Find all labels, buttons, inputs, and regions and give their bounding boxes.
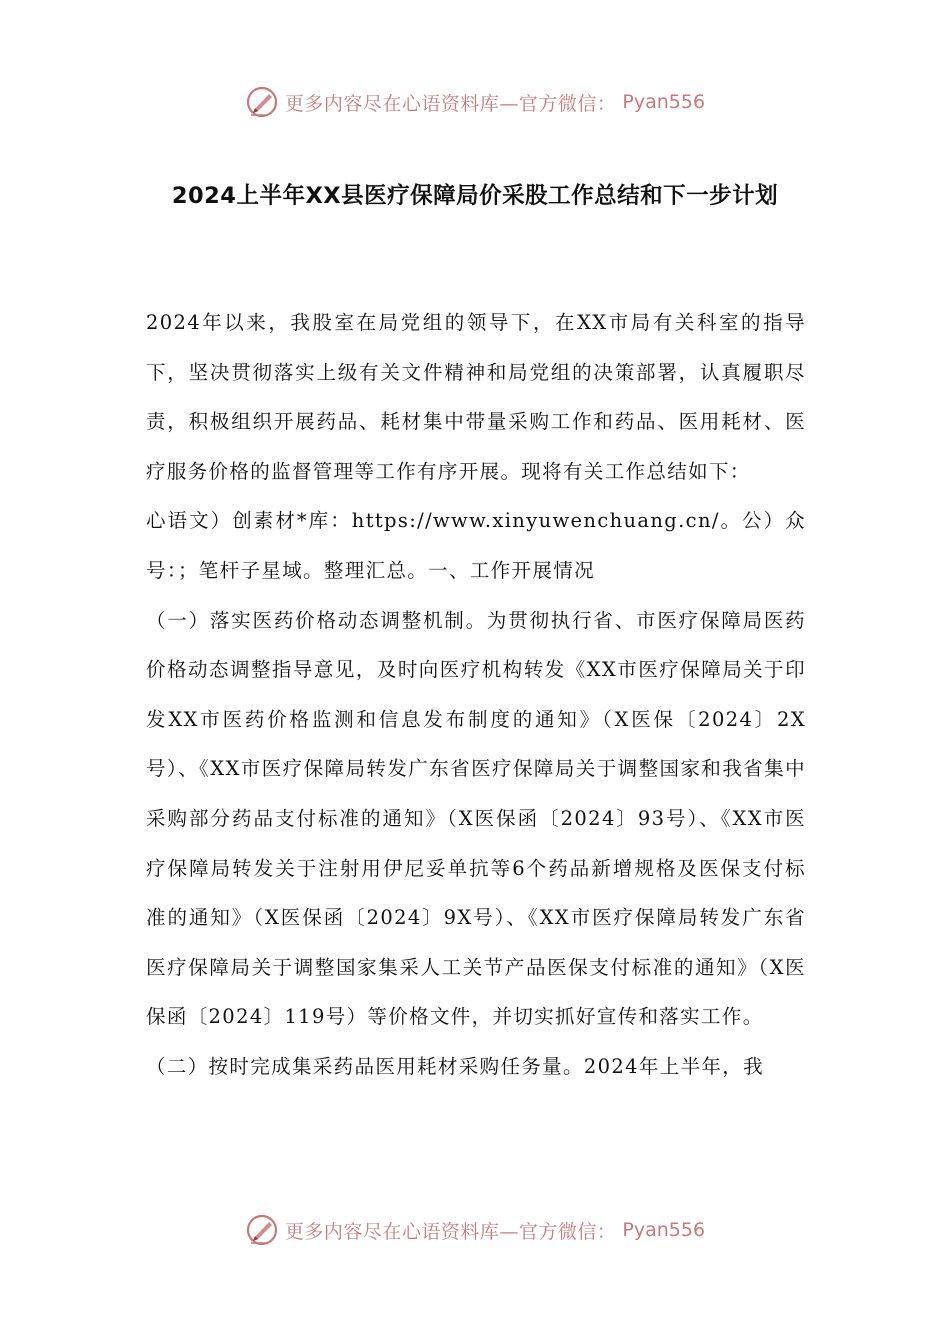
quill-pen-logo-icon [245,1213,279,1247]
paragraph-item-2: （二）按时完成集采药品医用耗材采购任务量。2024年上半年，我 [146,1054,764,1078]
paragraph-intro: 2024年以来，我股室在局党组的领导下，在XX市局有关科室的指导下，坚决贯彻落实上级有关文件精神和局党组的决策部署，认真履职尽责，积极组织开展药品、耗材集中带量采购工作和药品、医用耗材、医疗服务价格的监督管理等工作有序开展。现将有关工作总结如下： [146,311,806,483]
watermark-banner-bottom [0,1210,950,1250]
watermark-wechat-id: Pyan556 [622,1219,706,1241]
document-body [146,298,806,1092]
watermark-text: 更多内容尽在心语资料库—官方微信： [284,1220,617,1243]
document-title: 2024上半年XX县医疗保障局价采股工作总结和下一步计划 [171,183,779,209]
paragraph-item-1: （一）落实医药价格动态调整机制。为贯彻执行省、市医疗保障局医药价格动态调整指导意见，及时向医疗机构转发《XX市医疗保障局关于印发XX市医药价格监测和信息发布制度的通知》（X医保〔2024〕2X号）、《XX市医疗保障局转发广东省医疗保障局关于调整国家和我省集中采购部分药品支付标准的通知》（X医保函〔2024〕93号）、《XX市医疗保障局转发关于注射用伊尼妥单抗等6个药品新增规格及医保支付标准的通知》（X医保函〔2024〕9X号）、《XX市医疗保障局转发广东省医疗保障局关于调整国家集采人工关节产品医保支付标准的通知》（X医保函〔2024〕119号）等价格文件，并切实抓好宣传和落实工作。 [146,608,806,1029]
paragraph-section-heading: 心语文）创素材*库：https://www.xinyuwenchuang.cn/。公）众号：；笔杆子星域。整理汇总。一、工作开展情况 [146,509,806,582]
watermark-banner-top [0,82,950,122]
watermark-text: 更多内容尽在心语资料库—官方微信： [284,92,617,115]
watermark-wechat-id: Pyan556 [622,91,706,113]
quill-pen-logo-icon [245,85,279,119]
